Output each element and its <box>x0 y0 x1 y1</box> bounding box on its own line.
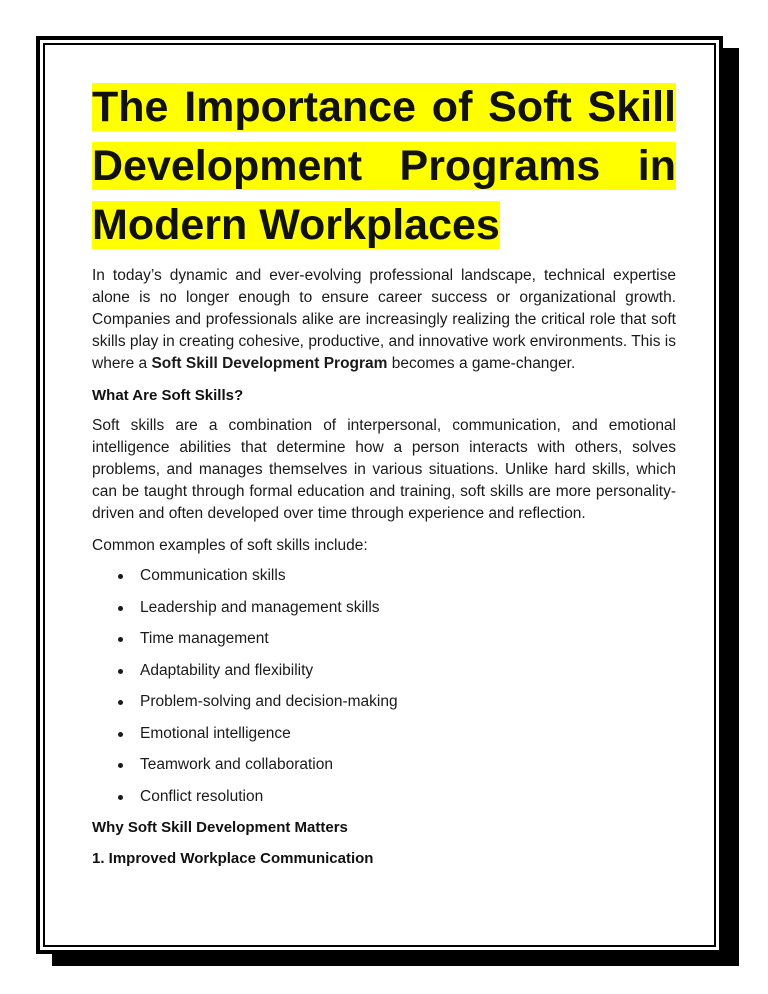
section-heading-why-it-matters: Why Soft Skill Development Matters <box>92 819 348 836</box>
bullet-icon <box>118 700 123 705</box>
section-heading-what-are-soft-skills: What Are Soft Skills? <box>92 387 244 404</box>
list-item <box>92 691 676 713</box>
examples-intro: Common examples of soft skills include: <box>92 537 368 554</box>
list-item <box>92 565 676 587</box>
bullet-icon <box>118 763 123 768</box>
bullet-icon <box>118 795 123 800</box>
soft-skills-definition-paragraph: Soft skills are a combination of interpersonal, communication, and emotional intelligence abilities that determine how a person interacts with others, solves problems, and manages themselves in various situations. Unlike hard skills, which can be taught through formal education and training, soft skills are more personality-driven and often developed over time through experience and reflection. <box>92 417 676 522</box>
intro-paragraph <box>92 265 676 375</box>
intro-bold-program-name: Soft Skill Development Program <box>151 355 388 372</box>
document-title-highlight: The Importance of Soft Skill Development Programs in Modern Workplaces <box>92 83 676 249</box>
list-item-text: Conflict resolution <box>140 787 264 805</box>
bullet-icon <box>118 606 123 611</box>
list-item-text: Emotional intelligence <box>140 724 291 742</box>
bullet-icon <box>118 732 123 737</box>
list-item <box>92 723 676 745</box>
bullet-icon <box>118 574 123 579</box>
document-content <box>92 78 676 870</box>
list-item-text: Problem-solving and decision-making <box>140 693 398 710</box>
document-title <box>92 78 676 255</box>
list-item <box>92 597 676 619</box>
list-item <box>92 628 676 650</box>
list-item <box>92 660 676 682</box>
list-item-text: Communication skills <box>140 567 286 584</box>
intro-text-end: becomes a game-changer. <box>387 355 576 372</box>
bullet-icon <box>118 669 123 674</box>
list-item-text: Leadership and management skills <box>140 598 380 616</box>
soft-skills-list <box>92 565 676 808</box>
list-item <box>92 786 676 808</box>
subsection-heading-improved-communication: 1. Improved Workplace Communication <box>92 850 374 867</box>
list-item-text: Adaptability and flexibility <box>140 661 314 679</box>
list-item-text: Time management <box>140 630 269 647</box>
list-item <box>92 754 676 776</box>
bullet-icon <box>118 637 123 642</box>
list-item-text: Teamwork and collaboration <box>140 756 333 773</box>
intro-text-start: In today’s dynamic and ever-evolving professional landscape, technical expertise alone is no longer enough to ensure career success or organizational growth. Companies and professionals alike are increasingly realizing the critical role that soft skills play in creating cohesive, productive, and innovative work environments. This is where a <box>92 267 676 372</box>
